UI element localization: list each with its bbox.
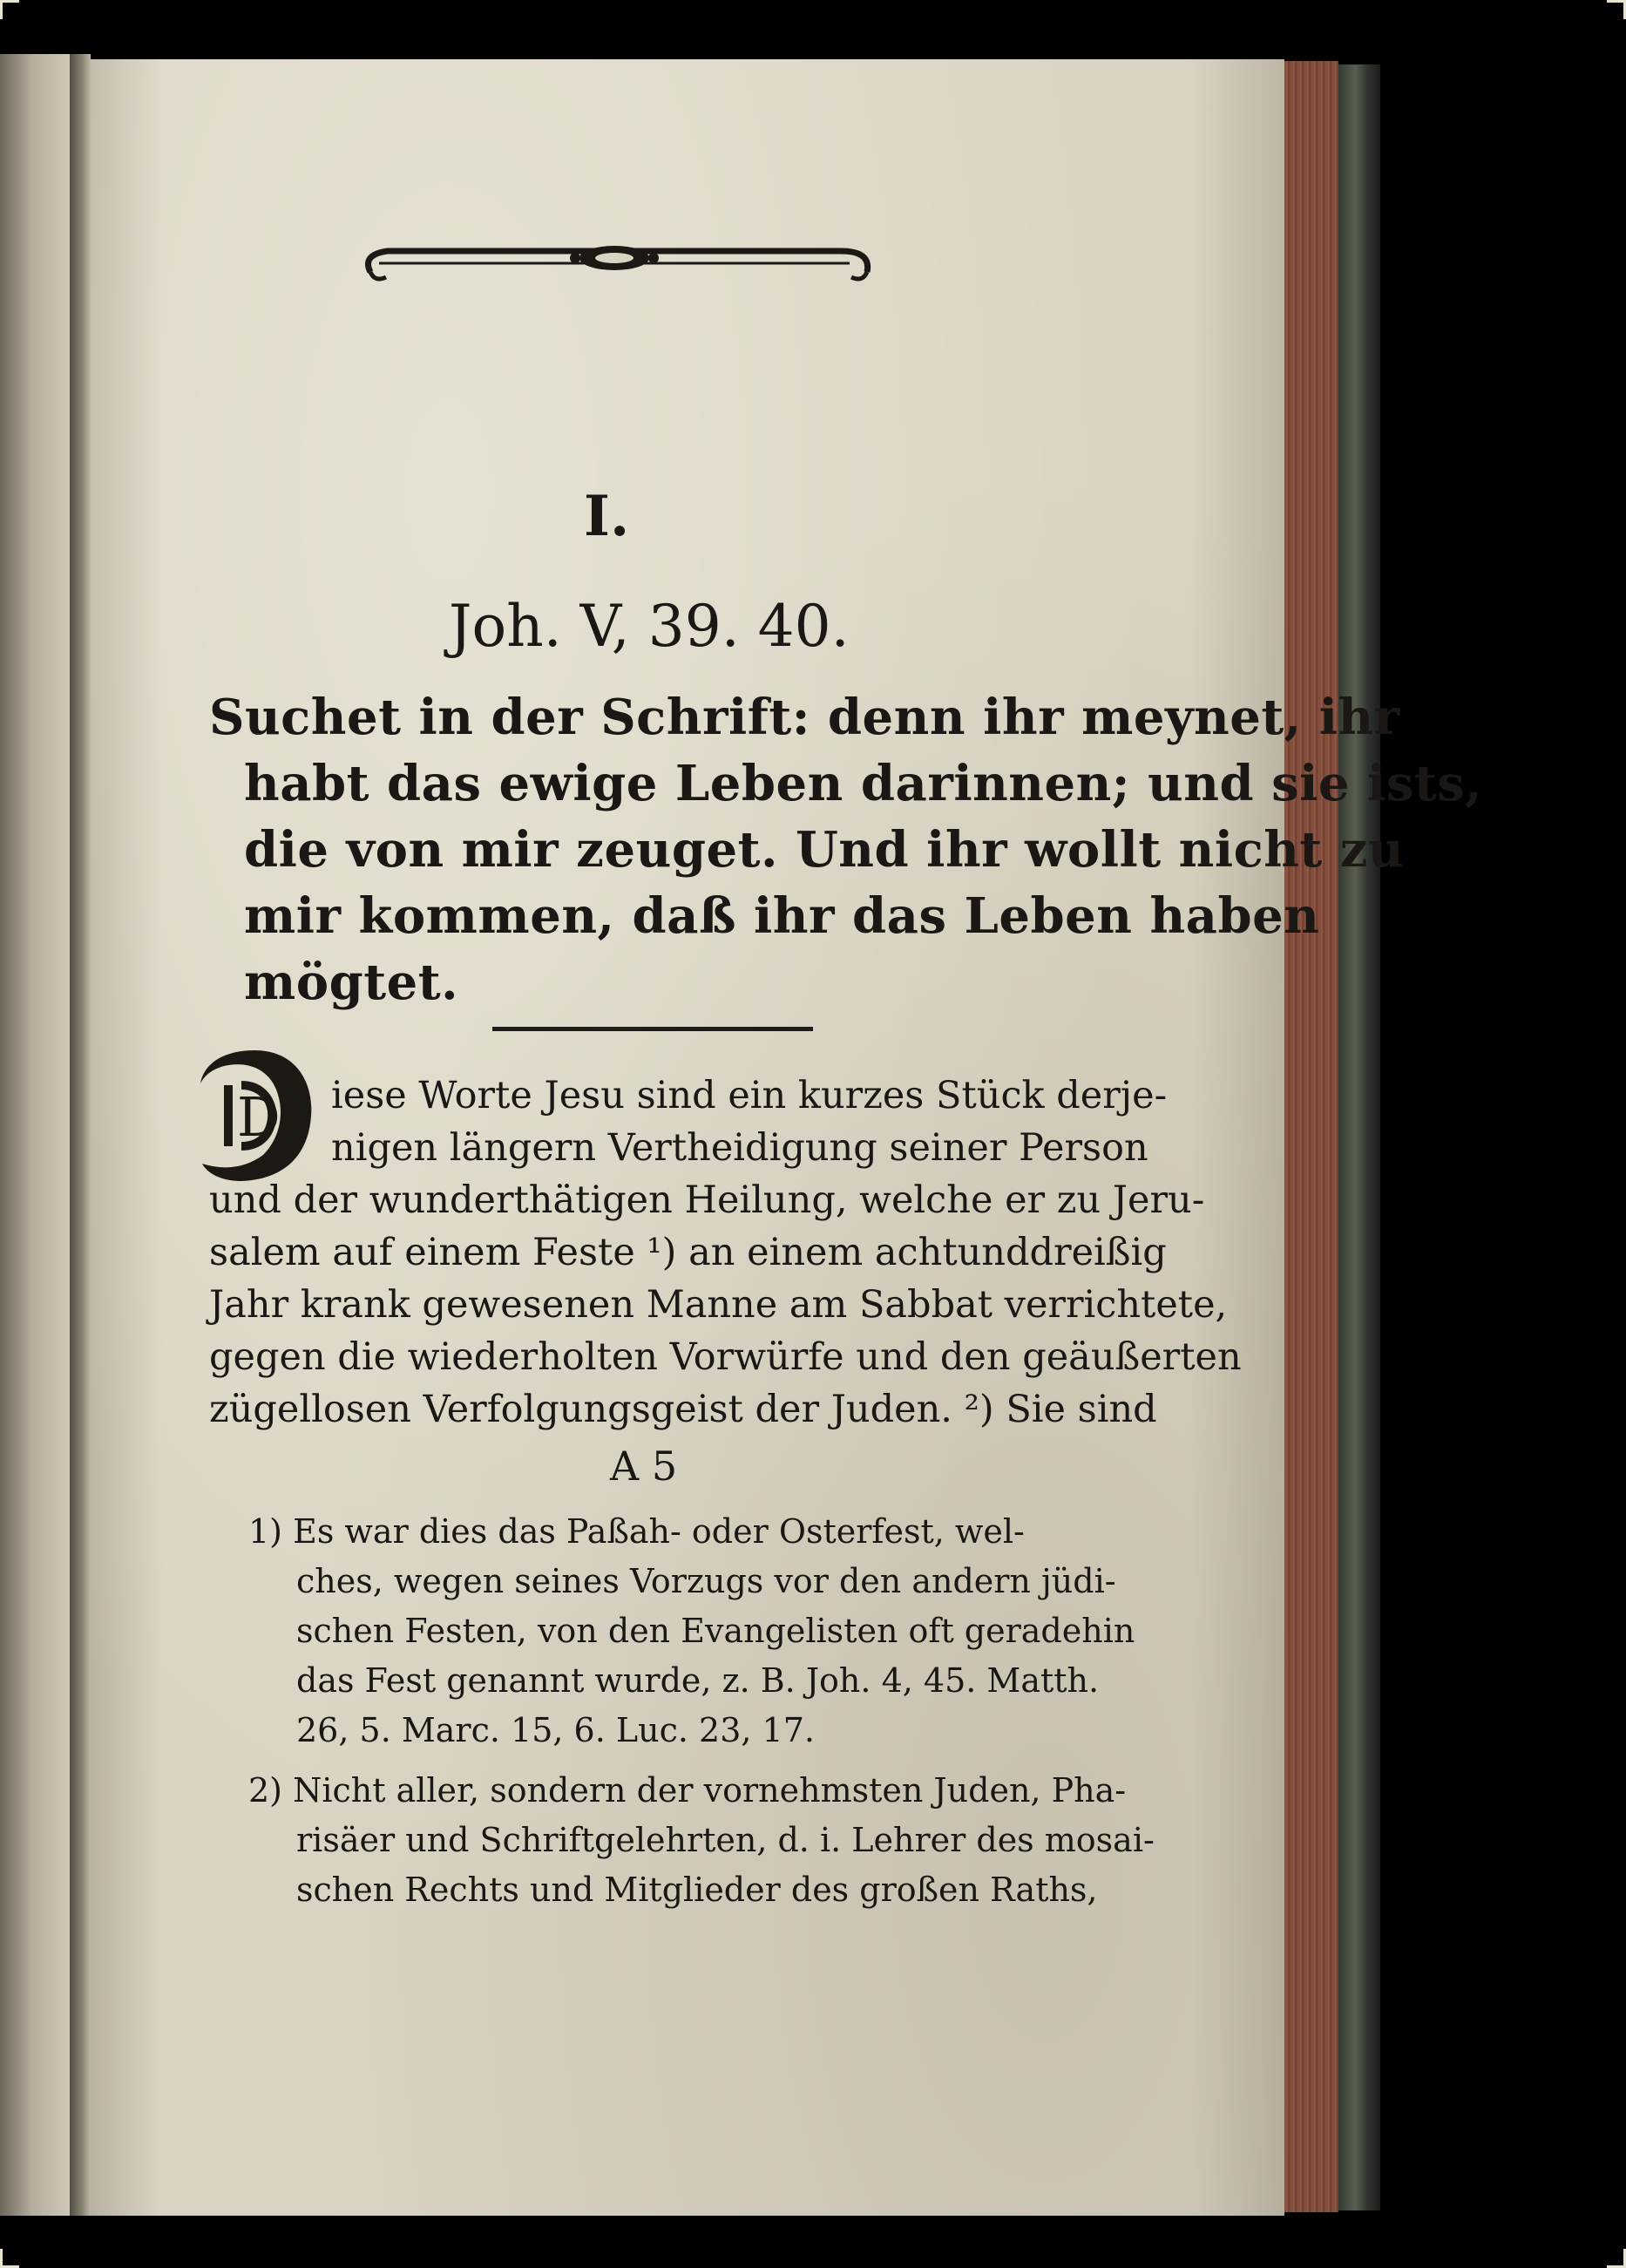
crop-mark xyxy=(0,2249,3,2268)
header-ornament xyxy=(353,228,876,298)
svg-text:D: D xyxy=(237,1085,281,1149)
page-block-edge xyxy=(1284,61,1338,2212)
footnote-line: schen Rechts und Mitglieder des großen Raths, xyxy=(296,1871,1098,1909)
verse-line: habt das ewige Leben darinnen; und sie ists, xyxy=(244,755,1483,812)
scripture-reference: Joh. V, 39. 40. xyxy=(449,593,850,660)
book-gutter xyxy=(70,54,91,2216)
footnote-line: 26, 5. Marc. 15, 6. Luc. 23, 17. xyxy=(296,1711,815,1749)
body-line: gegen die wiederholten Vorwürfe und den geäußerten xyxy=(209,1335,1242,1379)
crop-mark xyxy=(0,0,19,3)
book-cover-edge xyxy=(1338,65,1380,2210)
body-line: nigen längern Vertheidigung seiner Person xyxy=(331,1126,1148,1170)
verse-line: Suchet in der Schrift: denn ihr meynet, ihr xyxy=(209,689,1400,746)
body-line: und der wunderthätigen Heilung, welche er zu Jeru- xyxy=(209,1178,1205,1222)
verse-line: mögtet. xyxy=(244,954,459,1011)
footnote-line: schen Festen, von den Evangelisten oft geradehin xyxy=(296,1612,1135,1650)
crop-mark xyxy=(0,0,3,19)
verse-line: mir kommen, daß ihr das Leben haben xyxy=(244,887,1320,945)
signature-mark: A 5 xyxy=(610,1443,678,1490)
verse-line: die von mir zeuget. Und ihr wollt nicht zu xyxy=(244,821,1405,879)
section-divider xyxy=(492,1027,813,1031)
left-page-edge xyxy=(0,54,70,2216)
body-line: Jahr krank gewesenen Manne am Sabbat verrichtete, xyxy=(209,1283,1228,1327)
body-line: iese Worte Jesu sind ein kurzes Stück derje- xyxy=(331,1074,1168,1117)
body-line: salem auf einem Feste ¹) an einem achtunddreißig xyxy=(209,1231,1167,1274)
decorative-initial xyxy=(193,1042,315,1185)
section-numeral: I. xyxy=(584,484,630,549)
body-line: zügellosen Verfolgungsgeist der Juden. ²) Sie sind xyxy=(209,1388,1157,1431)
footnote-line: risäer und Schriftgelehrten, d. i. Lehrer des mosai- xyxy=(296,1821,1155,1859)
footnote-line: das Fest genannt wurde, z. B. Joh. 4, 45. Matth. xyxy=(296,1661,1100,1700)
footnote-line: 1) Es war dies das Paßah- oder Osterfest, wel- xyxy=(248,1512,1025,1551)
footnote-line: ches, wegen seines Vorzugs vor den andern jüdi- xyxy=(296,1562,1116,1600)
footnote-line: 2) Nicht aller, sondern der vornehmsten Juden, Pha- xyxy=(248,1771,1127,1810)
